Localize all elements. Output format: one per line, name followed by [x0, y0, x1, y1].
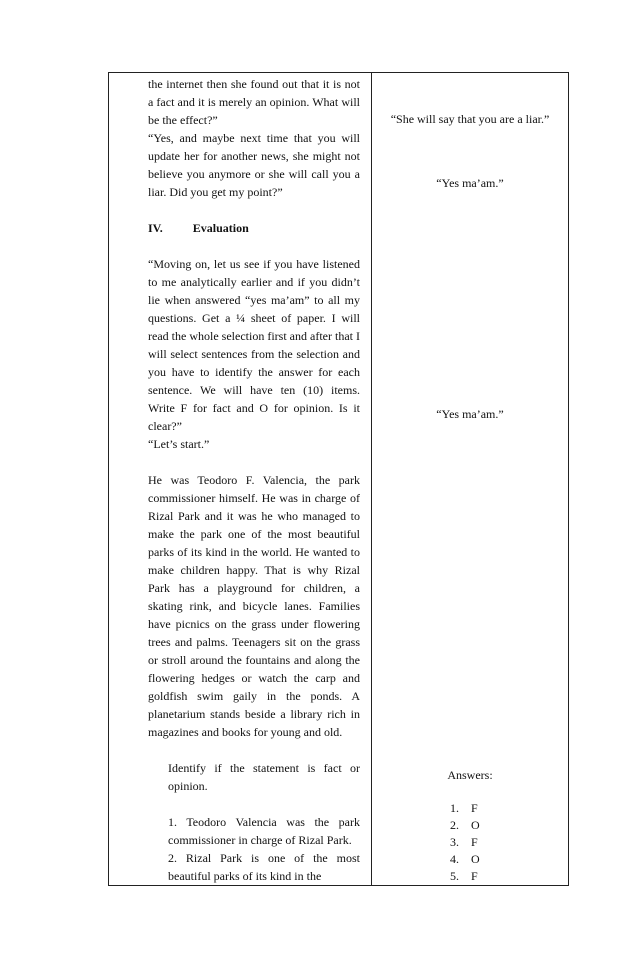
answer-row: 5. F	[450, 869, 478, 883]
section-heading	[148, 219, 360, 237]
item-1: 1. Teodoro Valencia was the park commissioner in charge of Rizal Park.	[168, 815, 360, 847]
answer-row: 1. F	[450, 801, 478, 815]
item-2: 2. Rizal Park is one of the most beautiful parks of its kind in the	[168, 851, 360, 883]
answers-label: Answers:	[447, 768, 493, 782]
answer-row: 2. O	[450, 818, 480, 832]
answer-row: 3. F	[450, 835, 478, 849]
response-yes-2: “Yes ma’am.”	[436, 407, 504, 421]
paragraph-selection: He was Teodoro F. Valencia, the park commissioner himself. He was in charge of Rizal Park and it was he who managed to make the park one of the most beautiful parks of its kind in the world. He wanted to make children happy. That is why Rizal Park has a playground for children, a skating rink, and bicycle lanes. Families have picnics on the grass under flowering trees and palms. Teenagers sit on the grass or stroll around the fountains and along the flowering hedges or watch the carp and goldfish swim gaily in the ponds. A planetarium stands beside a library rich in magazines and books for young and old.	[148, 473, 360, 739]
paragraph-identify: Identify if the statement is fact or opinion.	[168, 761, 360, 793]
paragraph-lets-start: “Let’s start.”	[148, 437, 210, 451]
paragraph-effect-question: the internet then she found out that it is not a fact and it is merely an opinion. What will be the effect?”	[148, 77, 360, 127]
section-title: Evaluation	[192, 221, 249, 235]
answer-row: 4. O	[450, 852, 480, 866]
response-liar: “She will say that you are a liar.”	[390, 112, 550, 126]
response-yes-1: “Yes ma’am.”	[436, 176, 504, 190]
answers-list	[443, 800, 480, 885]
section-number: IV.	[148, 221, 163, 235]
paragraph-liar-point: “Yes, and maybe next time that you will update her for another news, she might not believe you anymore or she will call you a liar. Did you get my point?”	[148, 131, 360, 199]
column-divider	[371, 73, 372, 885]
paragraph-instructions: “Moving on, let us see if you have listened to me analytically earlier and if you didn’t lie when answered “yes ma’am” to all my questions. Get a ¼ sheet of paper. I will read the whole selection first and after that I will select sentences from the selection and you have to identify the answer for each sentence. We will have ten (10) items. Write F for fact and O for opinion. Is it clear?”	[148, 257, 360, 433]
teacher-activity-column	[148, 75, 360, 885]
